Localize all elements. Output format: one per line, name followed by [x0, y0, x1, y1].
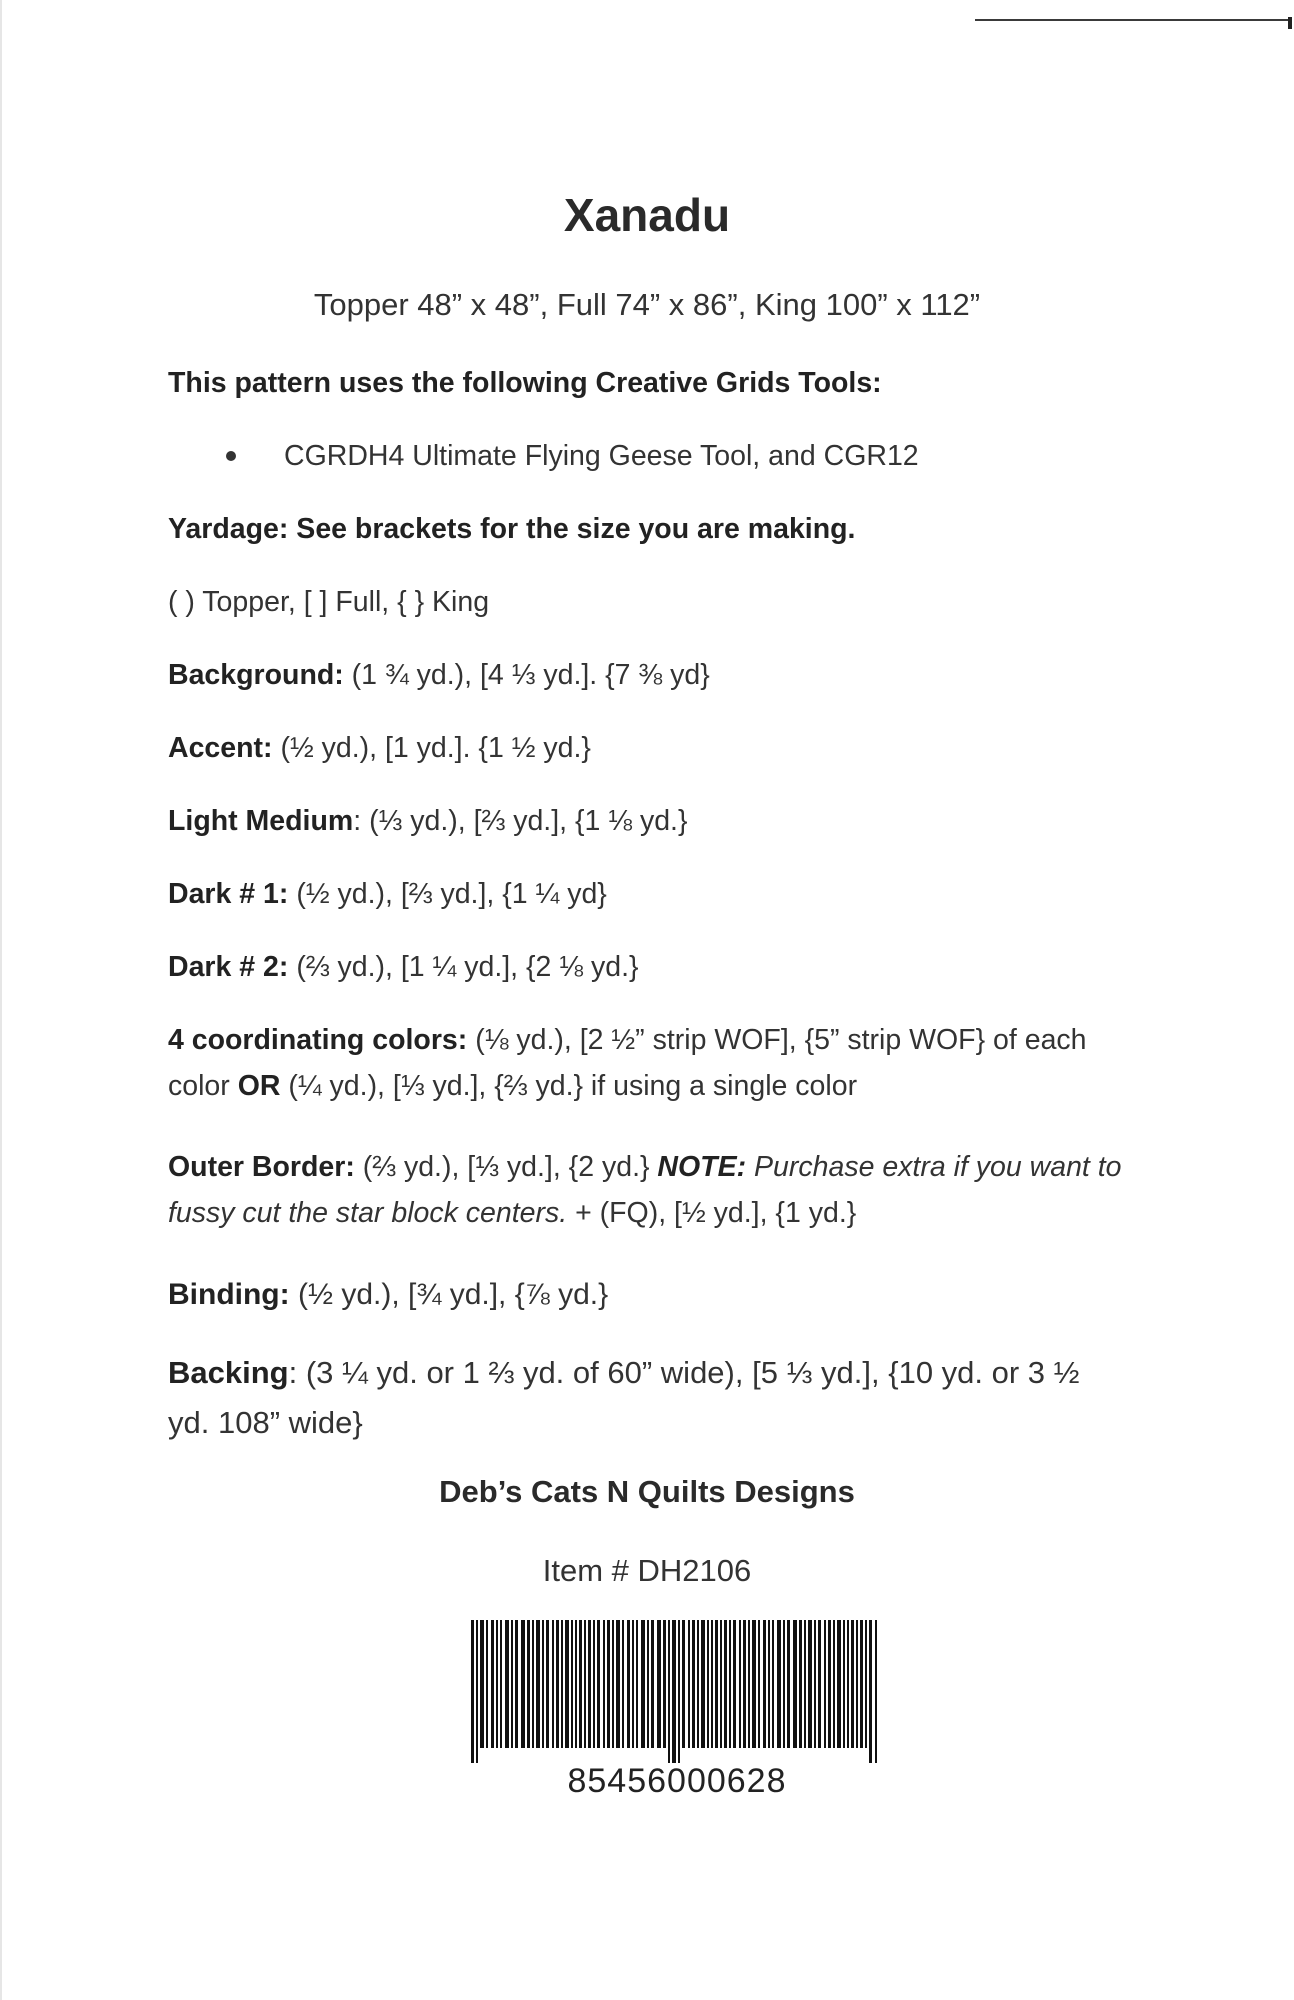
- barcode-bar: [486, 1620, 488, 1748]
- barcode-bar: [527, 1620, 530, 1748]
- fabric-dark-1: [168, 871, 1148, 917]
- barcode-bar: [480, 1620, 484, 1748]
- barcode-bar: [561, 1620, 563, 1748]
- barcode-bar: [814, 1620, 816, 1748]
- barcode-bar: [843, 1620, 845, 1748]
- tools-heading-text: This pattern uses the following Creative Grids Tools:: [168, 367, 882, 399]
- barcode-bar: [603, 1620, 605, 1748]
- fabric-label: Background:: [168, 659, 344, 691]
- fabric-label: Light Medium: [168, 805, 354, 837]
- barcode-bar: [584, 1620, 586, 1748]
- barcode-bar: [588, 1620, 591, 1748]
- barcode-bar: [768, 1620, 770, 1748]
- barcode-bar: [505, 1620, 509, 1748]
- barcode-bar: [856, 1620, 858, 1748]
- barcode-bar: [552, 1620, 554, 1748]
- barcode-bar: [593, 1620, 595, 1748]
- barcode-bar: [532, 1620, 534, 1748]
- barcode-bar: [546, 1620, 549, 1748]
- barcode-bar: [500, 1620, 502, 1748]
- barcode-bar: [701, 1620, 705, 1748]
- barcode-bar: [733, 1620, 736, 1748]
- fabric-value-extra: + (FQ), [½ yd.], {1 yd.}: [567, 1197, 857, 1229]
- barcode-bar: [542, 1620, 544, 1748]
- barcode-bar: [787, 1620, 790, 1748]
- barcode-bar: [491, 1620, 494, 1748]
- barcode-bar: [632, 1620, 634, 1748]
- barcode-bar: [739, 1620, 741, 1748]
- barcode-bar: [622, 1620, 624, 1748]
- barcode-bar: [663, 1620, 666, 1748]
- barcode-bar: [556, 1620, 559, 1748]
- barcode-bar: [847, 1620, 849, 1748]
- pattern-title: Xanadu: [563, 189, 731, 241]
- barcode-bar: [688, 1620, 690, 1748]
- barcode-bar: [521, 1620, 525, 1748]
- tools-heading: [168, 360, 1148, 406]
- barcode-bar: [715, 1620, 718, 1748]
- barcode-bar: [851, 1620, 854, 1748]
- designer-name: Deb’s Cats N Quilts Designs: [439, 1474, 855, 1509]
- barcode-bar: [471, 1620, 474, 1763]
- barcode-bar: [597, 1620, 600, 1748]
- barcode-bar: [565, 1620, 569, 1748]
- barcode-bar: [724, 1620, 727, 1748]
- scan-artifact-tick: [1288, 17, 1292, 29]
- fabric-value: (⅛ yd.), [2 ½” strip WOF], {5” strip WOF} of each color: [168, 1024, 1087, 1102]
- fabric-backing: [168, 1348, 1128, 1448]
- barcode-bar: [833, 1620, 835, 1748]
- fabric-label: Dark # 1:: [168, 878, 289, 910]
- barcode-bar: [748, 1620, 750, 1748]
- barcode-bar: [824, 1620, 826, 1748]
- barcode-bar: [711, 1620, 713, 1748]
- barcode-bar: [804, 1620, 806, 1748]
- note-text: Purchase extra if you want to fussy cut the star block centers.: [168, 1151, 1122, 1229]
- barcode-bar: [511, 1620, 513, 1748]
- fabric-label: Outer Border:: [168, 1151, 355, 1183]
- barcode-bar: [772, 1620, 774, 1748]
- barcode-bar: [616, 1620, 620, 1748]
- barcode-bar: [808, 1620, 812, 1748]
- quilt-sizes: Topper 48” x 48”, Full 74” x 86”, King 100” x 112”: [313, 287, 981, 322]
- scan-artifact-line: [975, 19, 1290, 21]
- fabric-coordinating-colors: [168, 1017, 1148, 1109]
- barcode-bar: [612, 1620, 614, 1748]
- barcode-bar: [651, 1620, 654, 1748]
- item-number: Item # DH2106: [542, 1553, 752, 1588]
- barcode: [467, 1620, 887, 1763]
- barcode-bar: [575, 1620, 577, 1748]
- barcode-bar: [678, 1620, 680, 1763]
- fabric-value: (½ yd.), [¾ yd.], {⅞ yd.}: [289, 1278, 609, 1311]
- barcode-bar: [571, 1620, 573, 1748]
- fabric-value: : (⅓ yd.), [⅔ yd.], {1 ⅛ yd.}: [353, 805, 688, 837]
- barcode-bar: [793, 1620, 797, 1748]
- tool-item: [284, 433, 1144, 479]
- barcode-bar: [828, 1620, 831, 1748]
- barcode-bar: [682, 1620, 685, 1748]
- barcode-bar: [860, 1620, 863, 1748]
- barcode-bar: [875, 1620, 877, 1763]
- barcode-bar: [697, 1620, 699, 1748]
- fabric-light-medium: [168, 798, 1148, 844]
- fabric-label: Binding:: [168, 1278, 290, 1311]
- barcode-bar: [496, 1620, 498, 1748]
- barcode-bar: [707, 1620, 709, 1748]
- barcode-bar: [692, 1620, 695, 1748]
- barcode-bar: [515, 1620, 518, 1748]
- barcode-bar: [627, 1620, 630, 1748]
- barcode-bar: [729, 1620, 731, 1748]
- barcode-bar: [668, 1620, 670, 1763]
- fabric-label: 4 coordinating colors:: [168, 1024, 468, 1056]
- yardage-heading: [168, 506, 1148, 552]
- fabric-outer-border: [168, 1144, 1148, 1236]
- barcode-bar: [799, 1620, 802, 1748]
- size-key-text: ( ) Topper, [ ] Full, { } King: [168, 586, 490, 618]
- fabric-value: (⅔ yd.), [1 ¼ yd.], {2 ⅛ yd.}: [288, 951, 639, 983]
- barcode-bar: [763, 1620, 766, 1748]
- yardage-heading-text: Yardage: See brackets for the size you are making.: [168, 513, 856, 545]
- barcode-bar: [641, 1620, 645, 1748]
- fabric-background: [168, 652, 1148, 698]
- tool-item-text: CGRDH4 Ultimate Flying Geese Tool, and CGR12: [284, 440, 919, 472]
- or-label: OR: [237, 1070, 281, 1102]
- barcode-bar: [865, 1620, 867, 1748]
- fabric-value: (½ yd.), [1 yd.]. {1 ½ yd.}: [272, 732, 591, 764]
- barcode-bar: [752, 1620, 756, 1748]
- barcode-bar: [818, 1620, 821, 1748]
- fabric-binding: [168, 1272, 1148, 1318]
- fabric-value: : (3 ¼ yd. or 1 ⅔ yd. of 60” wide), [5 ⅓ yd.], {10 yd. or 3 ½ yd. 108” wide}: [168, 1355, 1080, 1440]
- fabric-value: (⅔ yd.), [⅓ yd.], {2 yd.}: [354, 1151, 658, 1183]
- barcode-bar: [837, 1620, 841, 1748]
- fabric-dark-2: [168, 944, 1148, 990]
- fabric-accent: [168, 725, 1148, 771]
- barcode-bar: [743, 1620, 746, 1748]
- barcode-bar: [777, 1620, 781, 1748]
- barcode-number: 85456000628: [567, 1762, 787, 1800]
- bullet-icon: [226, 451, 236, 461]
- barcode-bar: [476, 1620, 478, 1763]
- fabric-label: Backing: [168, 1355, 289, 1390]
- barcode-bar: [579, 1620, 582, 1748]
- barcode-bar: [672, 1620, 676, 1763]
- barcode-bar: [636, 1620, 638, 1748]
- barcode-bar: [783, 1620, 785, 1748]
- fabric-value: (1 ¾ yd.), [4 ⅓ yd.]. {7 ⅜ yd}: [343, 659, 710, 691]
- fabric-label: Dark # 2:: [168, 951, 289, 983]
- fabric-value: (½ yd.), [⅔ yd.], {1 ¼ yd}: [288, 878, 607, 910]
- size-key: [168, 579, 1148, 625]
- barcode-bar: [536, 1620, 540, 1748]
- barcode-bar: [657, 1620, 661, 1748]
- note-label: NOTE:: [657, 1151, 747, 1183]
- barcode-bar: [647, 1620, 649, 1748]
- barcode-bar: [607, 1620, 610, 1748]
- barcode-bar: [758, 1620, 760, 1748]
- fabric-value-alt: (¼ yd.), [⅓ yd.], {⅔ yd.} if using a single color: [280, 1070, 858, 1102]
- fabric-label: Accent:: [168, 732, 273, 764]
- barcode-bar: [869, 1620, 872, 1763]
- barcode-bar: [720, 1620, 722, 1748]
